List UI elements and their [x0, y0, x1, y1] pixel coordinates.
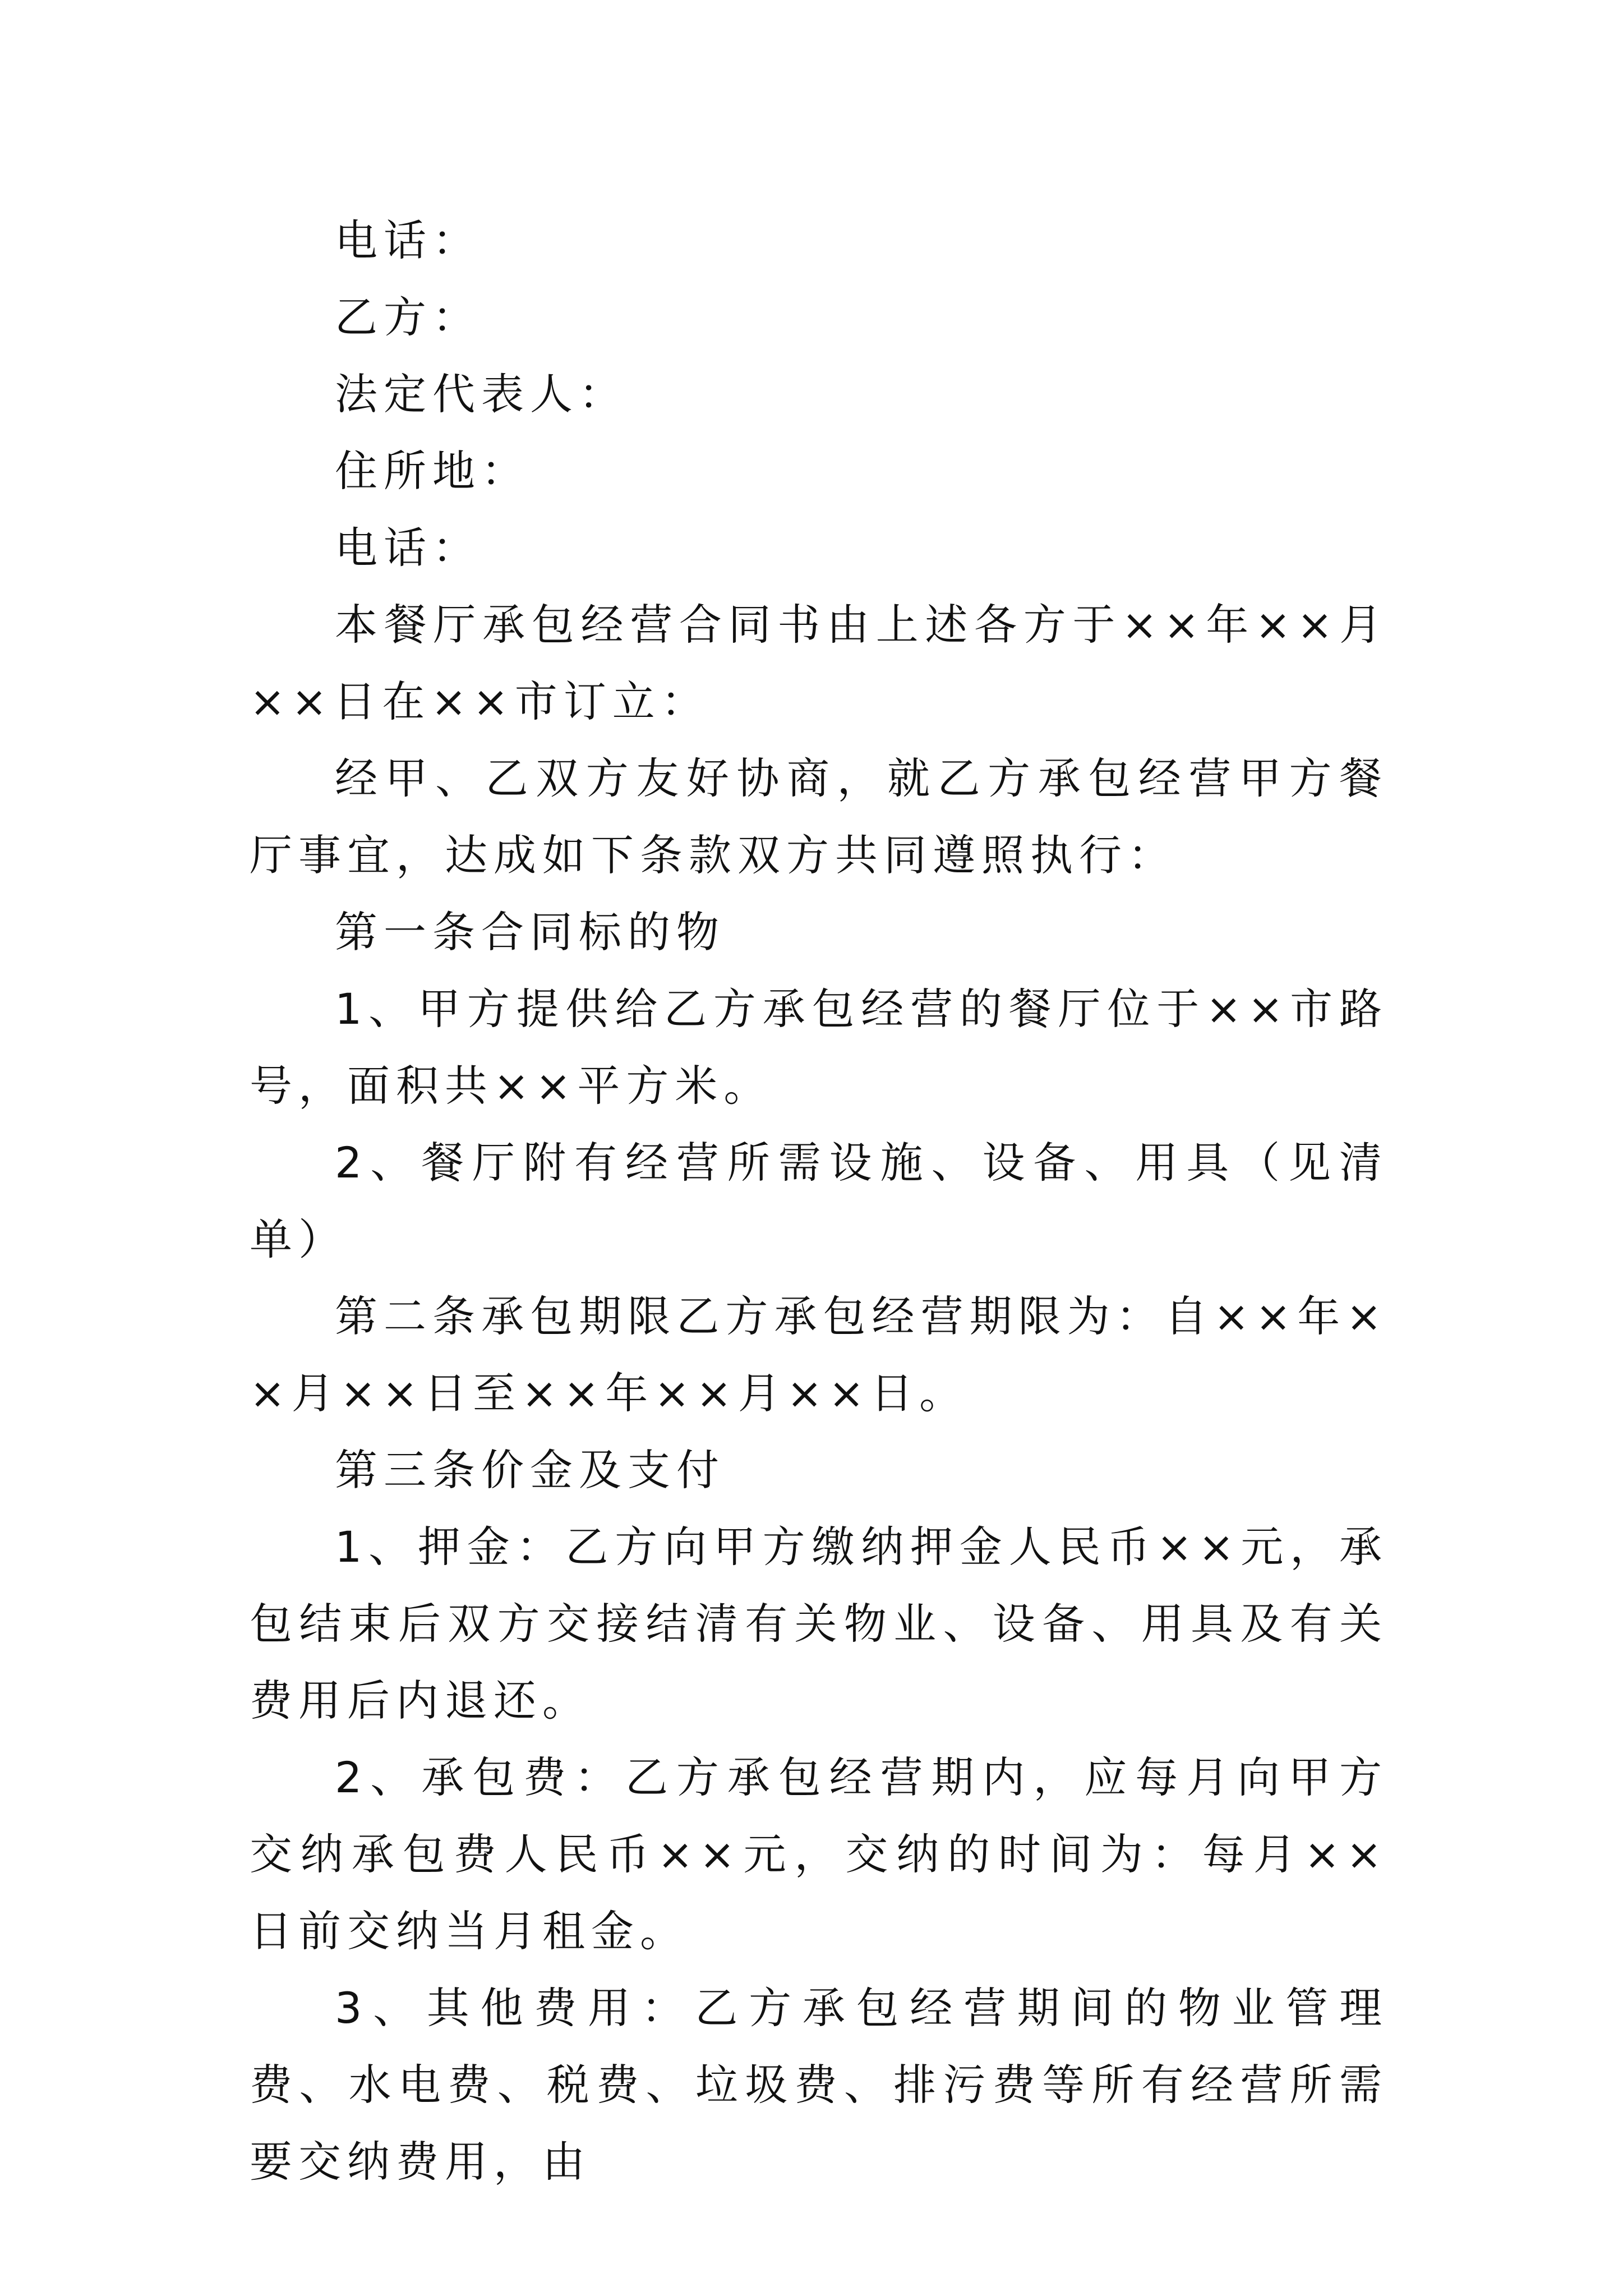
paragraph-article-1-item-2: 2、餐厅附有经营所需设施、设备、用具（见清单）	[250, 1138, 1388, 1264]
paragraph-domicile: 住所地：	[335, 446, 530, 496]
paragraph-phone-a: 电话：	[335, 215, 481, 265]
document-body	[250, 202, 1388, 2200]
paragraph-agreement: 经甲、乙双方友好协商，就乙方承包经营甲方餐厅事宜，达成如下条款双方共同遵照执行：	[250, 753, 1388, 880]
paragraph-party-b: 乙方：	[335, 292, 481, 342]
paragraph-article-1-item-1: 1、甲方提供给乙方承包经营的餐厅位于××市路号，面积共××平方米。	[250, 984, 1388, 1111]
paragraph-article-3-item-2: 2、承包费：乙方承包经营期内，应每月向甲方交纳承包费人民币××元，交纳的时间为：每月××日前交纳当月租金。	[250, 1752, 1388, 1956]
paragraph-article-3-item-1: 1、押金：乙方向甲方缴纳押金人民币××元，承包结束后双方交接结清有关物业、设备、用具及有关费用后内退还。	[250, 1522, 1388, 1726]
heading-article-3: 第三条价金及支付	[335, 1445, 725, 1495]
heading-article-1: 第一条合同标的物	[335, 907, 725, 957]
paragraph-legal-representative: 法定代表人：	[335, 369, 628, 419]
paragraph-phone-b: 电话：	[335, 523, 481, 573]
paragraph-article-3-item-3: 3、其他费用：乙方承包经营期间的物业管理费、水电费、税费、垃圾费、排污费等所有经营所需要交纳费用，由	[250, 1983, 1388, 2187]
paragraph-article-2: 第二条承包期限乙方承包经营期限为：自××年××月××日至××年××月××日。	[250, 1291, 1388, 1418]
paragraph-contract-intro: 本餐厅承包经营合同书由上述各方于××年××月××日在××市订立：	[250, 600, 1388, 726]
